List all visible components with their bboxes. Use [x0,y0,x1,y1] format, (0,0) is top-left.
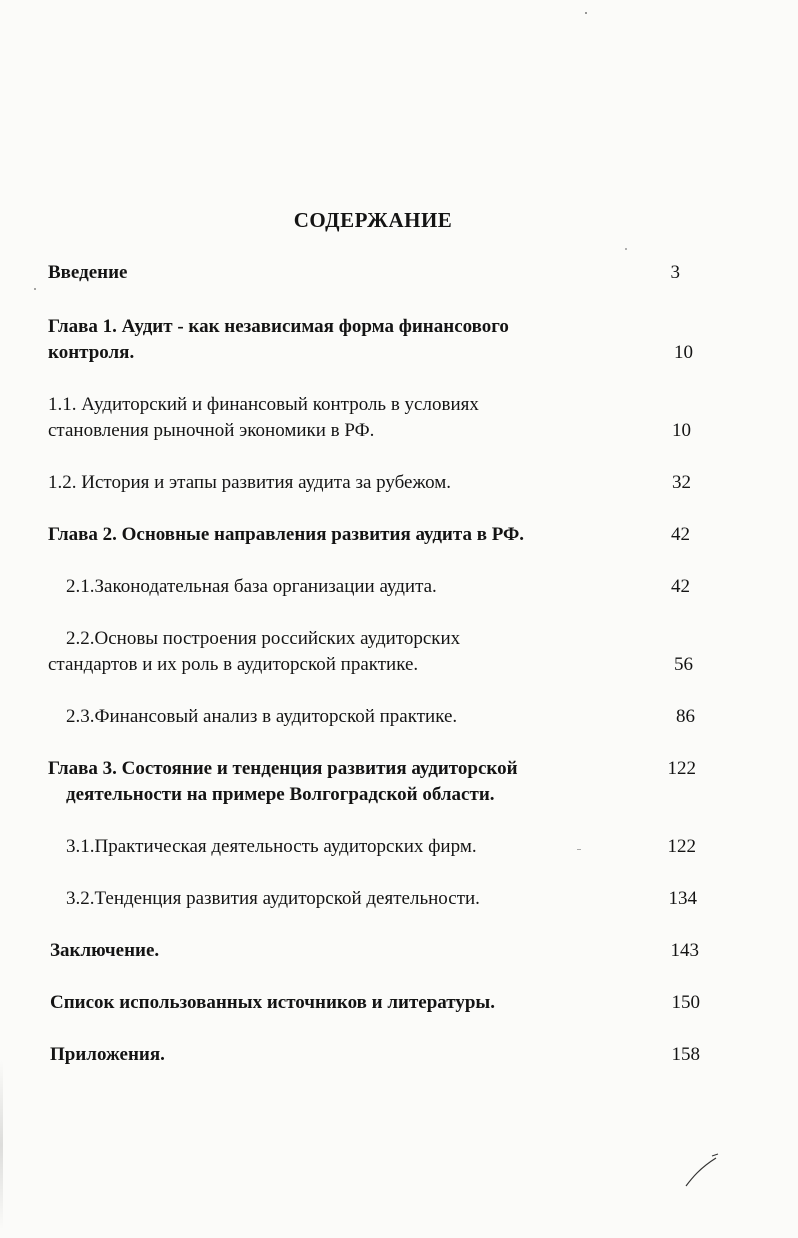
toc-entry-text: 1.1. Аудиторский и финансовый контроль в условиях [48,394,479,415]
scan-dot [585,12,587,14]
toc-entry-text: 2.1.Законодательная база организации аудита. [66,576,437,597]
toc-entry-text: Заключение. [50,940,160,961]
toc-entry-text: стандартов и их роль в аудиторской практике. [48,654,419,675]
toc-entry-text: 2.2.Основы построения российских аудиторских [66,628,461,649]
scan-dot [625,248,627,250]
toc-page-number: 42 [671,524,690,545]
toc-entry-text: Приложения. [50,1044,165,1065]
toc-entry-conclusion [50,938,650,964]
toc-entry-text: 3.1.Практическая деятельность аудиторских фирм. [66,836,477,857]
toc-entry-section-1-2 [48,470,648,496]
toc-page-number: 122 [667,836,696,857]
toc-page-number: 150 [671,992,700,1013]
toc-entry-text: деятельности на примере Волгоградской области. [66,784,495,805]
toc-entry-section-2-1 [48,574,648,600]
toc-entry-references [50,990,650,1016]
toc-page-number: 10 [672,420,691,441]
scan-edge-noise [0,1060,3,1230]
scan-dot [577,849,581,850]
toc-entry-text: становления рыночной экономики в РФ. [48,420,375,441]
toc-entry-chapter-2 [48,522,648,548]
toc-entry-section-1-1 [48,392,648,444]
toc-entry-text: 1.2. История и этапы развития аудита за рубежом. [48,472,452,493]
toc-entry-section-3-1 [48,834,648,860]
page-title: СОДЕРЖАНИЕ [293,208,453,232]
toc-entry-section-2-3 [48,704,648,730]
toc-entry-section-2-2 [48,626,648,678]
toc-page-number: 56 [674,654,693,675]
scan-dot [34,288,36,290]
toc-entry-text: Глава 2. Основные направления развития аудита в РФ. [48,524,525,545]
toc-entry-text: Глава 1. Аудит - как независимая форма финансового [48,316,509,337]
toc-entry-text: Список использованных источников и литературы. [50,992,496,1013]
toc-page-number: 42 [671,576,690,597]
toc-page-number: 134 [668,888,697,909]
toc-entry-chapter-3 [48,756,648,808]
toc-entry-appendices [50,1042,650,1068]
toc-page-number: 3 [670,262,680,283]
toc-entry-text: контроля. [48,342,135,363]
toc-page-number: 122 [667,758,696,779]
toc-entry-text: 2.3.Финансовый анализ в аудиторской практике. [66,706,458,727]
toc-page-number: 158 [671,1044,700,1065]
toc-page-number: 143 [670,940,699,961]
toc-page-number: 10 [674,342,693,363]
toc-page-number: 32 [672,472,691,493]
pen-mark [682,1150,722,1190]
toc-entry-text: Введение [48,262,128,283]
toc-entry-introduction [48,260,648,286]
toc-entry-text: 3.2.Тенденция развития аудиторской деятельности. [66,888,480,909]
toc-page-number: 86 [676,706,695,727]
toc-entry-text: Глава 3. Состояние и тенденция развития аудиторской [48,758,518,779]
toc-entry-section-3-2 [48,886,648,912]
toc-entry-chapter-1 [48,314,648,366]
